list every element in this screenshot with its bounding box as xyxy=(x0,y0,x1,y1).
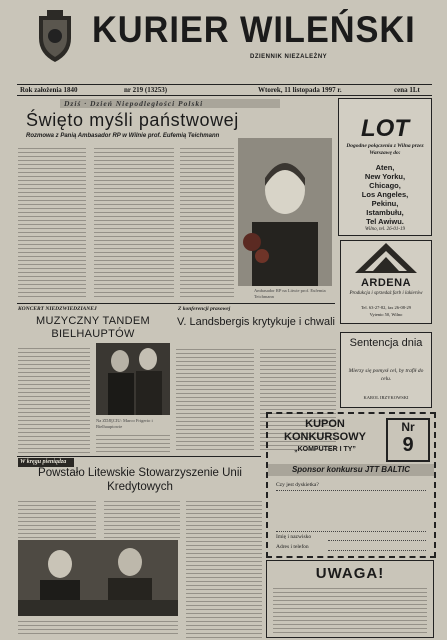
masthead-rule-bottom xyxy=(17,95,432,96)
muzyczny-kicker: KONCERT NIEDZWIEDZIANEJ xyxy=(18,306,97,312)
coupon-answer-field[interactable] xyxy=(276,490,426,532)
newspaper-title: KURIER WILEŃSKI xyxy=(92,9,416,50)
lot-city: Chicago, xyxy=(369,181,401,190)
coupon-sponsor: Sponsor konkursu JTT BALTIC xyxy=(291,465,411,474)
lot-phone: Wilno, tel. 26-01-19 xyxy=(365,227,405,232)
uwaga-title: UWAGA! xyxy=(315,565,385,582)
lead-kicker: Dziś · Dzień Niepodległości Polski xyxy=(64,99,204,108)
lot-city: Istambułu, xyxy=(366,208,404,217)
newspaper-subtitle: DZIENNIK NIEZALEŻNY xyxy=(250,54,328,60)
coupon-question: Czy jest dyskietka? xyxy=(276,482,319,488)
coupon-address-label: Adres i telefon xyxy=(276,544,309,550)
muzyczny-headline: MUZYCZNY TANDEM BIELHAUPTÓW xyxy=(36,315,150,340)
lead-text-col2 xyxy=(94,145,174,300)
muzyczny-text-2 xyxy=(96,432,170,454)
coupon-address-field[interactable] xyxy=(328,550,426,551)
lot-logo: LOT xyxy=(361,115,409,142)
coupon-title: KUPON KONKURSOWY xyxy=(284,418,366,443)
ambassador-photo xyxy=(238,138,332,286)
landsbergis-kicker: Z konferencji prasowej xyxy=(178,306,231,312)
contest-coupon xyxy=(266,412,436,558)
coupon-number: 9 xyxy=(402,434,414,456)
lot-city: Tel Awiwu. xyxy=(366,217,404,226)
unia-caption-lines xyxy=(18,618,178,636)
ambassador-photo-caption: Ambasador RP na Litwie prof. Eufemia Teichmann xyxy=(254,288,326,299)
lot-city: New Yorku, xyxy=(364,172,406,181)
sentencja-author: KAROL IRZYKOWSKI xyxy=(363,395,409,400)
price-label: cena 1Lt xyxy=(394,86,420,94)
lot-city: Pekinu, xyxy=(371,199,399,208)
lot-city-list xyxy=(339,163,431,226)
lead-text-col1 xyxy=(18,145,86,300)
lot-ad-text: Dogodne połączenia z Wilna przez Warszawę do: xyxy=(346,143,424,156)
bielhaupt-photo xyxy=(96,343,170,415)
ardena-ad-text: Produkcja i sprzedaż farb i lakierów xyxy=(349,291,423,296)
issue-number: nr 219 (13253) xyxy=(124,86,168,94)
city-crest-logo xyxy=(33,8,77,64)
unia-kicker: W kręgu pieniądza xyxy=(20,459,67,465)
lot-city: Los Angeles, xyxy=(361,190,409,199)
sentencja-box xyxy=(340,332,432,408)
founded-label: Rok założenia 1840 xyxy=(20,86,78,94)
muzyczny-text xyxy=(18,345,90,453)
bielhaupt-caption: Na ZDJĘCIU: Marco Frigerio i Bielhauptowie xyxy=(96,418,153,429)
unia-text-col1 xyxy=(18,498,96,538)
sentencja-quote: Mierzy się pomysł cel, by trafił do celu. xyxy=(348,368,424,382)
landsbergis-headline: V. Landsbergis krytykuje i chwali xyxy=(177,316,335,328)
unia-photo xyxy=(18,540,178,616)
lot-ad xyxy=(338,98,432,236)
coupon-number-box xyxy=(386,418,430,462)
lead-headline: Święto myśli państwowej xyxy=(26,110,239,130)
uwaga-text xyxy=(273,585,427,633)
uwaga-box xyxy=(266,560,434,638)
landsbergis-text-col1 xyxy=(176,346,254,452)
unia-headline: Powstało Litewskie Stowarzyszenie Unii Kredytowych xyxy=(38,467,242,493)
unia-rule xyxy=(17,456,261,457)
coupon-name-field[interactable] xyxy=(328,540,426,541)
ardena-address: Vytenio 50, Wilno xyxy=(369,312,403,317)
masthead-rule-top xyxy=(17,84,432,85)
coupon-subtitle: „KOMPUTER I TY” xyxy=(294,446,356,453)
lot-city: Aten, xyxy=(375,163,395,172)
ardena-logo-icon xyxy=(355,243,417,277)
section-rule xyxy=(17,303,335,304)
unia-text-col2 xyxy=(104,498,180,538)
sentencja-title: Sentencja dnia xyxy=(349,337,423,349)
ardena-logo: ARDENA xyxy=(360,277,412,289)
ardena-ad xyxy=(340,240,432,324)
coupon-name-label: Imię i nazwisko xyxy=(276,534,312,540)
lead-deck: Rozmowa z Panią Ambasador RP w Wilnie prof. Eufemią Teichmann xyxy=(26,133,220,139)
lead-text-col3 xyxy=(180,145,234,300)
coupon-number-prefix: Nr xyxy=(401,420,415,434)
issue-date: Wtorek, 11 listopada 1997 r. xyxy=(258,86,342,94)
unia-text-col3 xyxy=(186,498,262,638)
ardena-phone: Tel. 63-27-82, fax 26-08-29 xyxy=(360,305,412,310)
